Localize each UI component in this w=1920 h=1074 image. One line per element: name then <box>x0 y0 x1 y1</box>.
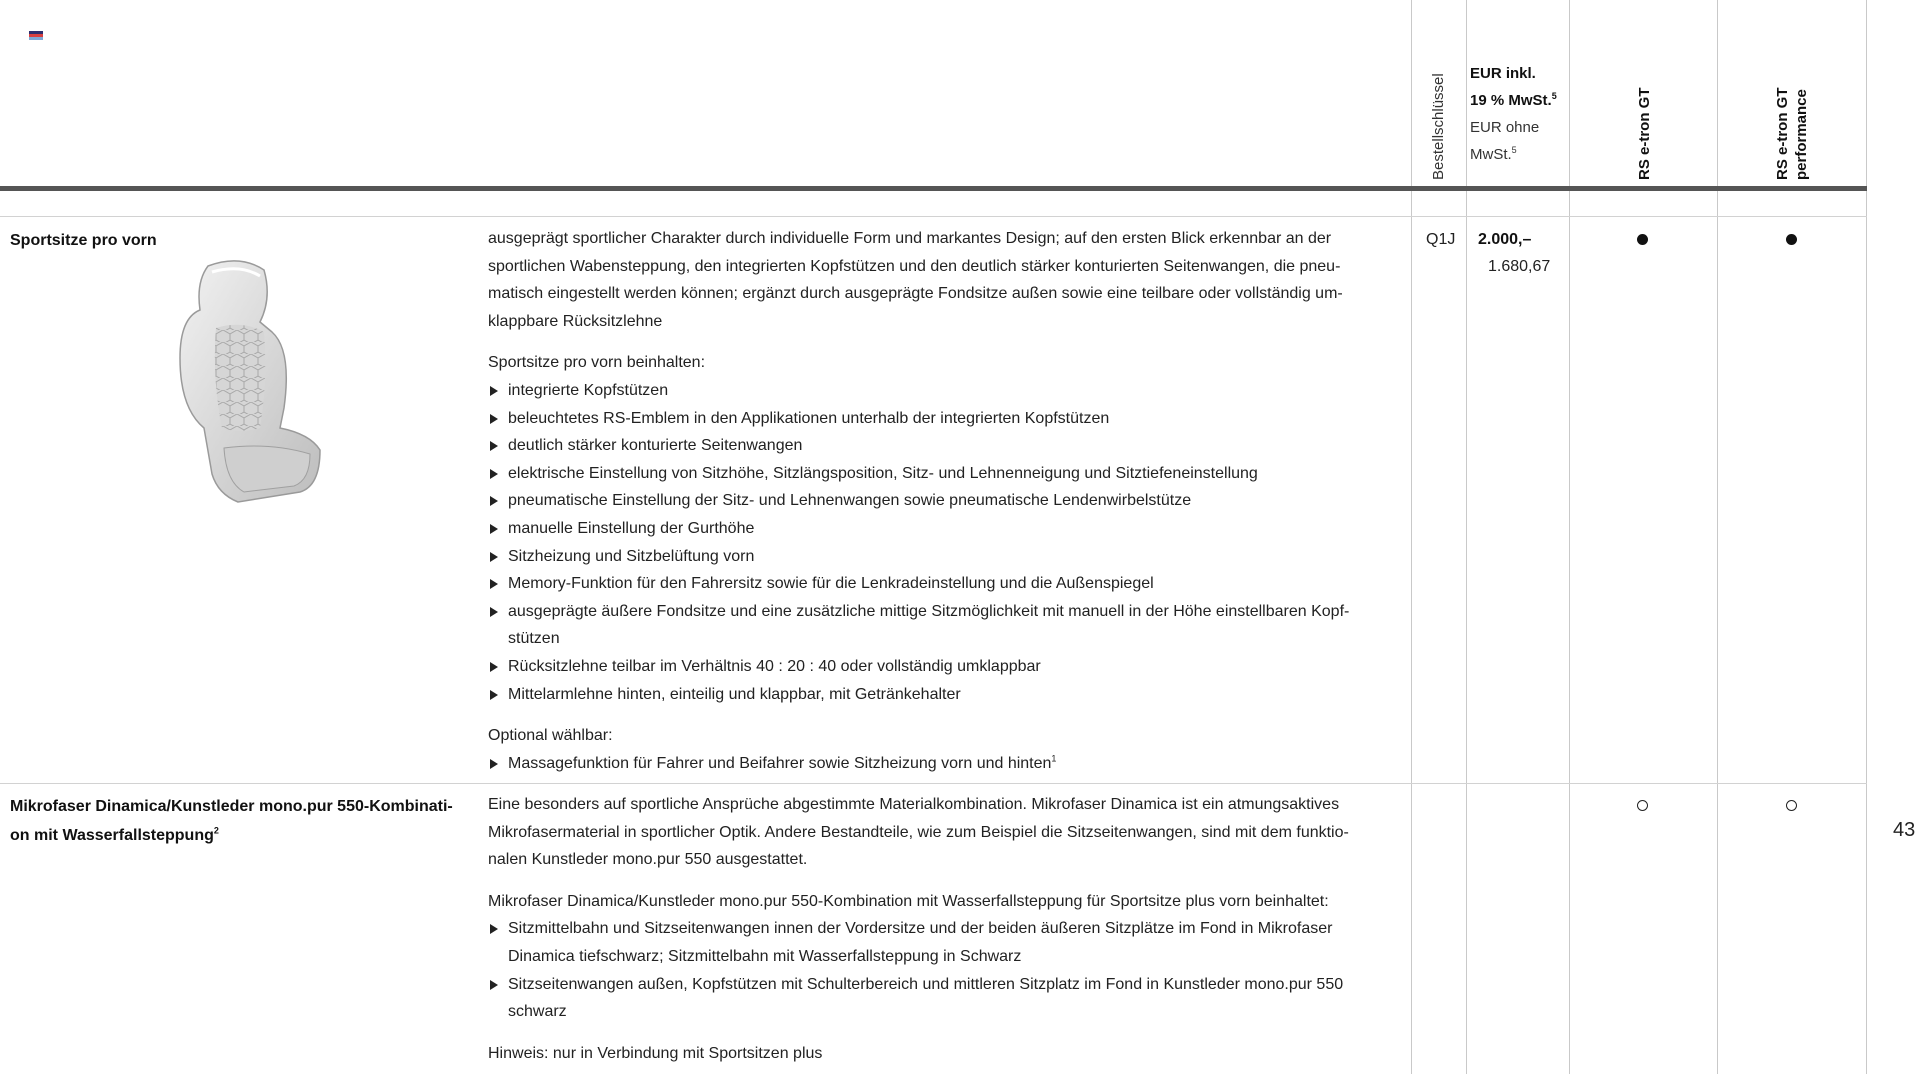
list-item: Memory-Funktion für den Fahrersitz sowie für die Lenkradeinstellung und die Außenspiegel <box>488 570 1396 598</box>
list-item-continuation: Dinamica tiefschwarz; Sitzmittelbahn mit Wasserfallsteppung in Schwarz <box>508 947 1022 965</box>
header-price <box>1470 60 1570 168</box>
availability-optional-dot <box>1786 800 1797 811</box>
list-item-text: Sitzseitenwangen außen, Kopfstützen mit Schulterbereich und mittleren Sitzplatz im Fond in Kunstleder mono.pur 550 <box>508 975 1344 993</box>
list-item: Mittelarmlehne hinten, einteilig und klappbar, mit Getränkehalter <box>488 681 1396 709</box>
header-price-gross-line2: 19 % MwSt. <box>1470 92 1552 109</box>
list-item: deutlich stärker konturierte Seitenwangen <box>488 432 1396 460</box>
header-price-net-line1: EUR ohne <box>1470 119 1540 136</box>
column-divider <box>1411 0 1412 1074</box>
description-line: Eine besonders auf sportliche Ansprüche abgestimmte Materialkombination. Mikrofaser Dinamica ist ein atmungsaktives <box>488 796 1340 813</box>
footnote-ref: 5 <box>1551 91 1557 101</box>
feature-description-mikrofaser <box>488 791 1396 1067</box>
list-item: Rücksitzlehne teilbar im Verhältnis 40 : 20 : 40 oder vollständig umklappbar <box>488 653 1396 681</box>
includes-heading: Mikrofaser Dinamica/Kunstleder mono.pur 550-Kombination mit Wasserfallsteppung für Sportsitze plus vorn beinhaltet: <box>488 892 1329 910</box>
list-item <box>488 971 1396 1026</box>
list-item-text: ausgeprägte äußere Fondsitze und eine zusätzliche mittige Sitzmöglichkeit mit manuell in der Höhe einstellbaren Kopf- <box>508 602 1350 620</box>
footnote-ref: 1 <box>1051 753 1057 764</box>
optional-heading: Optional wählbar: <box>488 727 613 745</box>
header-model-rs-etron-gt: RS e-tron GT <box>1636 87 1653 180</box>
includes-list <box>488 377 1396 708</box>
header-price-gross-line1: EUR inkl. <box>1470 65 1536 82</box>
column-divider <box>1866 0 1867 1074</box>
flag-icon <box>29 31 43 40</box>
includes-heading: Sportsitze pro vorn beinhalten: <box>488 354 706 372</box>
footnote-ref: 2 <box>213 825 219 836</box>
feature-title-sportsitze: Sportsitze pro vorn <box>10 232 157 249</box>
row-divider <box>0 783 1867 784</box>
column-divider <box>1466 0 1467 1074</box>
header-model-performance-line2: performance <box>1793 89 1810 180</box>
page-number: 43 <box>1893 819 1916 841</box>
order-code: Q1J <box>1426 231 1456 248</box>
list-item-continuation: stützen <box>508 630 560 648</box>
list-item-text: Massagefunktion für Fahrer und Beifahrer sowie Sitzheizung vorn und hinten <box>508 754 1052 772</box>
row-divider <box>0 216 1867 217</box>
description-line: sportlichen Wabensteppung, den integrierten Kopfstützen und den deutlich stärker konturierten Seitenwangen, die pneu- <box>488 257 1341 275</box>
list-item <box>488 598 1396 653</box>
feature-title-line: on mit Wasserfallsteppung <box>10 827 214 844</box>
optional-list <box>488 750 1396 778</box>
column-divider <box>1717 0 1718 1074</box>
availability-optional-dot <box>1637 800 1648 811</box>
availability-standard-dot <box>1637 234 1648 245</box>
header-order-key: Bestellschlüssel <box>1430 73 1447 180</box>
footnote-ref: 5 <box>1511 145 1517 155</box>
flag-stripe <box>29 37 43 40</box>
header-model-performance-line1: RS e-tron GT <box>1774 87 1791 180</box>
list-item <box>488 915 1396 970</box>
includes-list <box>488 915 1396 1025</box>
price <box>1478 226 1574 280</box>
list-item <box>488 750 1396 778</box>
price-net: 1.680,67 <box>1488 258 1551 275</box>
price-gross: 2.000,– <box>1478 231 1532 248</box>
list-item: beleuchtetes RS-Emblem in den Applikationen unterhalb der integrierten Kopfstützen <box>488 405 1396 433</box>
availability-standard-dot <box>1786 234 1797 245</box>
description-line: nalen Kunstleder mono.pur 550 ausgestattet. <box>488 851 808 869</box>
list-item: elektrische Einstellung von Sitzhöhe, Sitzlängsposition, Sitz- und Lehnenneigung und Sitztiefeneinstellung <box>488 460 1396 488</box>
note: Hinweis: nur in Verbindung mit Sportsitzen plus <box>488 1044 823 1062</box>
list-item: Sitzheizung und Sitzbelüftung vorn <box>488 543 1396 571</box>
header-price-net-line2: MwSt. <box>1470 146 1512 163</box>
description-line: Mikrofasermaterial in sportlicher Optik. Andere Bestandteile, wie zum Beispiel die Sitzseitenwangen, sind mit dem funktio- <box>488 823 1349 841</box>
feature-title-line: Mikrofaser Dinamica/Kunstleder mono.pur 550-Kombinati- <box>10 798 453 815</box>
description-line: matisch eingestellt werden können; ergänzt durch ausgeprägte Fondsitze außen sowie eine teilbare oder vollständig um- <box>488 285 1343 303</box>
list-item: integrierte Kopfstützen <box>488 377 1396 405</box>
description-line: klappbare Rücksitzlehne <box>488 312 663 330</box>
feature-description-sportsitze <box>488 225 1396 777</box>
header-rule <box>0 186 1867 191</box>
list-item-text: Sitzmittelbahn und Sitzseitenwangen innen der Vordersitze und der beiden äußeren Sitzplätze im Fond in Mikrofaser <box>508 920 1333 938</box>
description-line: ausgeprägt sportlicher Charakter durch individuelle Form und markantes Design; auf den ersten Blick erkennbar an der <box>488 230 1332 247</box>
list-item: pneumatische Einstellung der Sitz- und Lehnenwangen sowie pneumatische Lendenwirbelstütze <box>488 487 1396 515</box>
feature-title-mikrofaser <box>10 792 470 850</box>
list-item: manuelle Einstellung der Gurthöhe <box>488 515 1396 543</box>
list-item-continuation: schwarz <box>508 1003 567 1021</box>
sport-seat-image <box>160 258 335 508</box>
